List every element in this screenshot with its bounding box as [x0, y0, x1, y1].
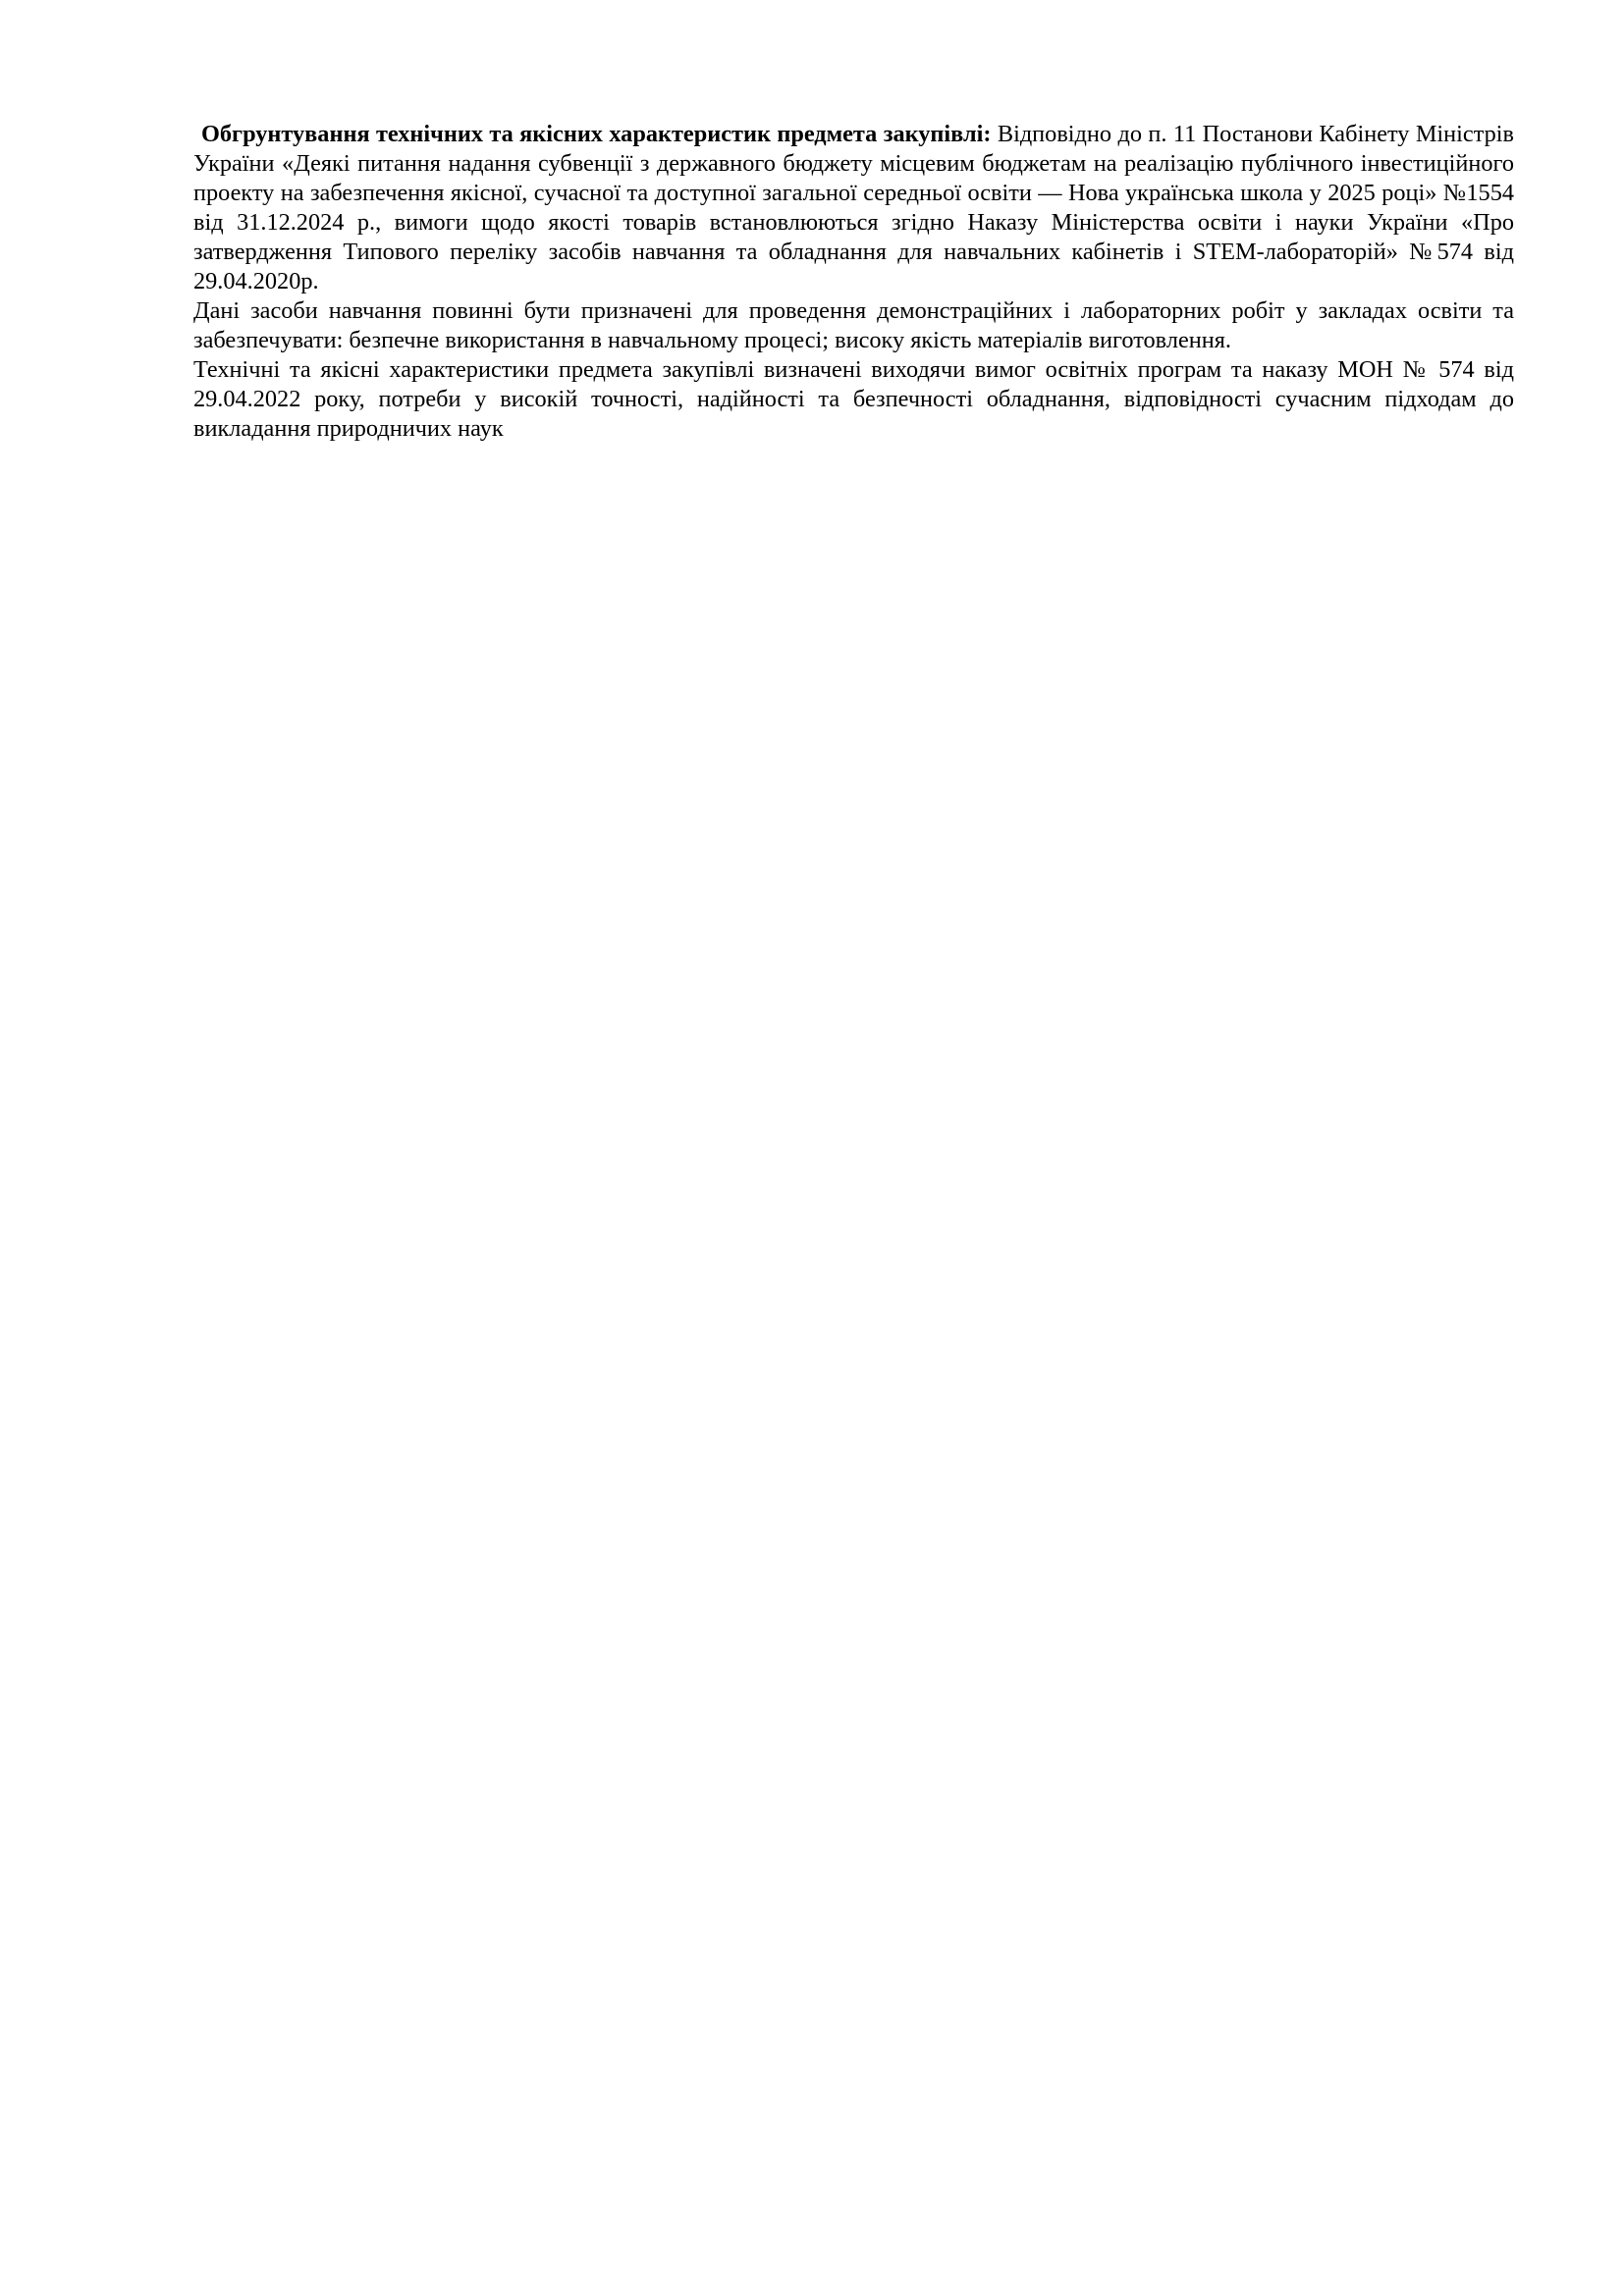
justification-heading: Обгрунтування технічних та якісних характеристик предмета закупівлі:	[201, 121, 992, 147]
teaching-aids-paragraph: Дані засоби навчання повинні бути призначені для проведення демонстраційних і лабораторних робіт у закладах освіти та забезпечувати: безпечне використання в навчальному процесі; високу якість матеріалів виготовлення.	[193, 297, 1514, 353]
characteristics-paragraph: Технічні та якісні характеристики предмета закупівлі визначені виходячи вимог освітніх програм та наказу МОН № 574 від 29.04.2022 року, потреби у високій точності, надійності та безпечності обладнання, відповідності сучасним підходам до викладання природничих наук	[193, 356, 1514, 442]
justification-paragraph	[193, 120, 1514, 296]
document-body	[193, 120, 1514, 444]
justification-text: Відповідно до п. 11 Постанови Кабінету Міністрів України «Деякі питання надання субвенції з державного бюджету місцевим бюджетам на реалізацію публічного інвестиційного проекту на забезпечення якісної, сучасної та доступної загальної середньої освіти — Нова українська школа у 2025 році» №1554 від 31.12.2024 р., вимоги щодо якості товарів встановлюються згідно Наказу Міністерства освіти і науки України «Про затвердження Типового переліку засобів навчання та обладнання для навчальних кабінетів і STEM-лабораторій» №574 від 29.04.2020р.	[193, 121, 1515, 294]
